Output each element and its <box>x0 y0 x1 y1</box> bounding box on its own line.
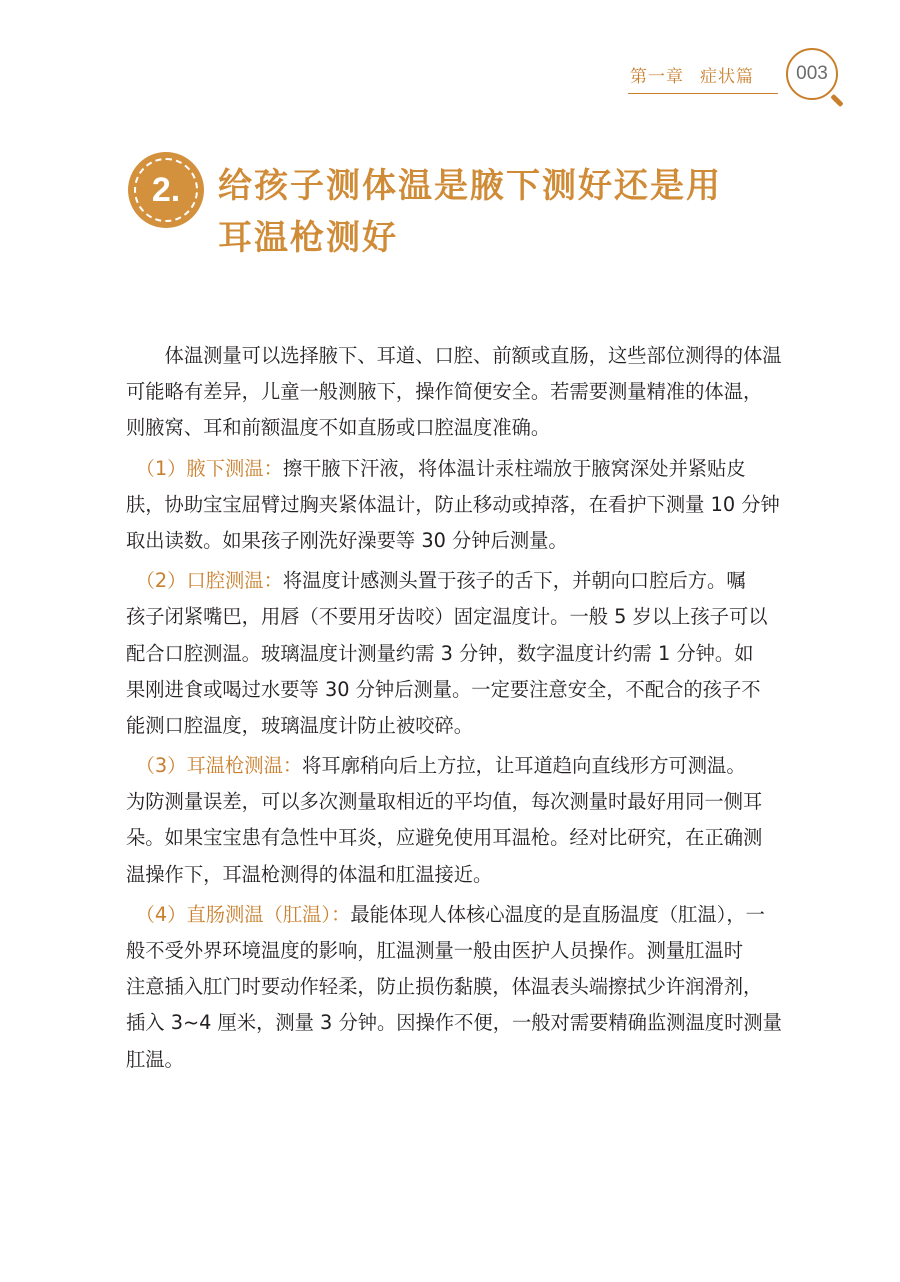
magnifier-icon <box>786 48 838 100</box>
item-rectal-first-line <box>126 897 814 933</box>
item-axillary-first-line <box>126 451 814 487</box>
item-line: 能测口腔温度，玻璃温度计防止被咬碎。 <box>126 713 474 737</box>
section-title-line-2: 耳温枪测好 <box>218 218 398 258</box>
item-label: （4）直肠测温（肛温）： <box>145 902 351 926</box>
item-text: 将温度计感测头置于孩子的舌下，并朝向口腔后方。嘱 <box>282 569 746 593</box>
item-line: 为防测量误差，可以多次测量取相近的平均值，每次测量时最好用同一侧耳 <box>126 790 763 814</box>
item-text: 最能体现人体核心温度的是直肠温度（肛温），一 <box>350 902 765 926</box>
intro-line: 体温测量可以选择腋下、耳道、口腔、前额或直肠，这些部位测得的体温 <box>126 344 782 367</box>
item-line: 果刚进食或喝过水要等 30 分钟后测量。一定要注意安全，不配合的孩子不 <box>126 677 761 701</box>
magnifier-handle <box>830 94 843 107</box>
item-line: 孩子闭紧嘴巴，用唇（不要用牙齿咬）固定温度计。一般 5 岁以上孩子可以 <box>126 605 768 629</box>
chapter-number: 第一章 <box>630 67 684 87</box>
item-line: 注意插入肛门时要动作轻柔，防止损伤黏膜，体温表头端擦拭少许润滑剂， <box>126 975 763 999</box>
item-line: 肤，协助宝宝屈臂过胸夹紧体温计，防止移动或掉落，在看护下测量 10 分钟 <box>126 492 780 516</box>
item-line: 取出读数。如果孩子刚洗好澡要等 30 分钟后测量。 <box>126 528 568 552</box>
section-title-line-1: 给孩子测体温是腋下测好还是用 <box>218 166 722 206</box>
item-line: 温操作下，耳温枪测得的体温和肛温接近。 <box>126 862 493 886</box>
page-number: 003 <box>796 63 828 84</box>
chapter-section: 症状篇 <box>700 67 754 87</box>
item-line: 插入 3~4 厘米，测量 3 分钟。因操作不便，一般对需要精确监测温度时测量 <box>126 1011 782 1035</box>
running-header <box>600 48 860 108</box>
item-line: 配合口腔测温。玻璃温度计测量约需 3 分钟，数字温度计约需 1 分钟。如 <box>126 641 754 665</box>
item-text: 将耳廓稍向后上方拉，让耳道趋向直线形方可测温。 <box>302 754 746 778</box>
item-line: 般不受外界环境温度的影响，肛温测量一般由医护人员操作。测量肛温时 <box>126 939 743 962</box>
intro-line: 可能略有差异，儿童一般测腋下，操作简便安全。若需要测量精准的体温， <box>126 380 763 404</box>
item-ear-first-line <box>126 748 814 784</box>
header-divider <box>628 93 778 94</box>
item-oral-first-line <box>126 563 814 599</box>
chapter-label <box>630 62 754 87</box>
item-line: 肛温。 <box>126 1047 184 1071</box>
item-label: （1）腋下测温： <box>145 456 283 480</box>
intro-line: 则腋窝、耳和前额温度不如直肠或口腔温度准确。 <box>126 416 551 440</box>
item-label: （2）口腔测温： <box>145 569 283 593</box>
item-line: 朵。如果宝宝患有急性中耳炎，应避免使用耳温枪。经对比研究，在正确测 <box>126 826 763 850</box>
section-title <box>218 160 778 264</box>
section-number: 2. <box>151 171 181 209</box>
item-text: 擦干腋下汗液，将体温计汞柱端放于腋窝深处并紧贴皮 <box>282 456 746 480</box>
section-number-badge <box>128 152 204 228</box>
body-text <box>126 338 814 1078</box>
item-label: （3）耳温枪测温： <box>145 754 303 778</box>
